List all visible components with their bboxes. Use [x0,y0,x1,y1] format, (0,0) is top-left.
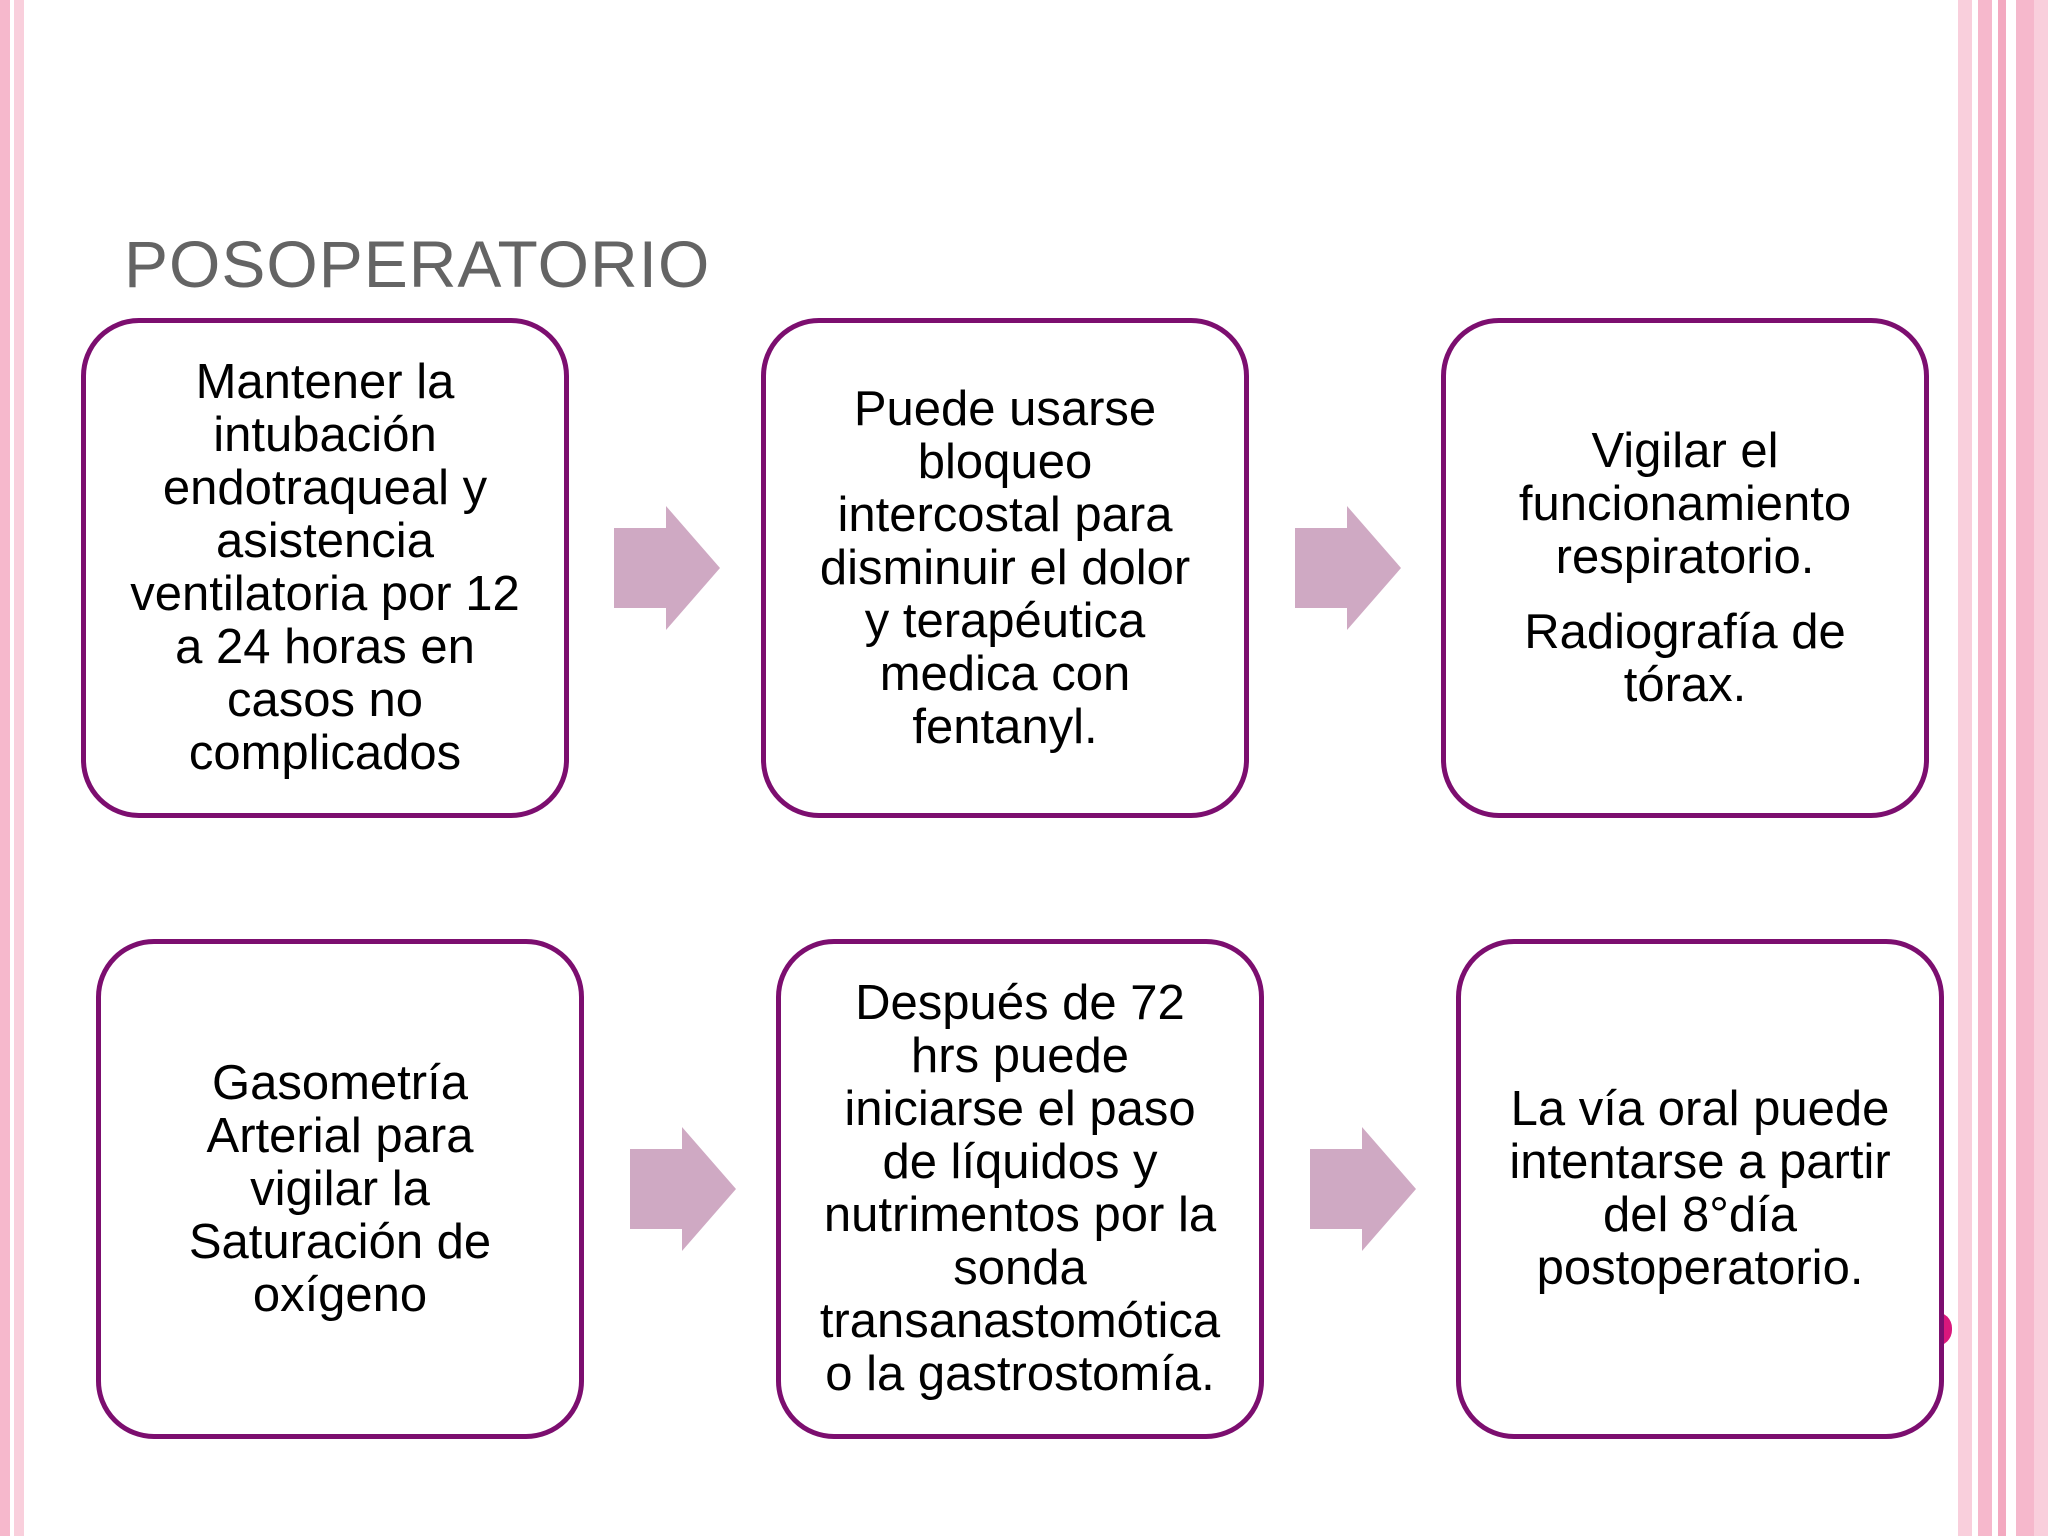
left-border-stripe-light [14,0,24,1536]
box-text-line: y terapéutica [864,593,1146,648]
box-text-line: medica con [879,646,1131,701]
box-text-line: casos no [226,673,424,727]
box-text-line: vigilar la [250,1161,430,1216]
box-text-line: intubación [213,408,437,462]
box-text-line: Saturación de [188,1214,492,1269]
box-text-line: disminuir el dolor [819,540,1191,595]
box-text-line: nutrimentos por la [823,1188,1217,1242]
right-border-stripe [2016,0,2034,1536]
box-text-line: Vigilar el [1591,423,1779,478]
box-text-line: a 24 horas en [175,620,475,674]
box-text-line: Gasometría [212,1055,468,1110]
box-text-line: asistencia [216,514,434,568]
left-border-stripe [0,0,10,1536]
step-box-oral-route [1456,939,1944,1439]
box-text-line: intentarse a partir [1509,1135,1891,1189]
box-text-line: iniciarse el paso [844,1082,1196,1136]
right-border-stripe-dark [1998,0,2006,1536]
box-text-line: postoperatorio. [1536,1241,1864,1295]
step-box-intubation [81,318,569,818]
slide-title: POSOPERATORIO [124,227,711,301]
box-text-line: Después de 72 [855,976,1185,1030]
box-text-line: ventilatoria por 12 [130,567,520,621]
box-text-line: transanastomótica [819,1294,1221,1348]
box-text-line: Mantener la [195,355,455,409]
step-box-gasometry [96,939,584,1439]
right-border-gap [2006,0,2016,1536]
box-text-line: o la gastrostomía. [825,1347,1215,1401]
box-text-line: fentanyl. [912,699,1098,754]
step-box-analgesia [761,318,1249,818]
box-text-line: Radiografía de [1524,604,1846,659]
box-text-line: Arterial para [206,1108,474,1163]
box-text-line: intercostal para [837,487,1173,542]
right-arrow-icon [1310,1127,1416,1251]
box-paragraph [1519,425,1851,584]
box-text-line: La vía oral puede [1510,1082,1890,1136]
box-text-line: endotraqueal y [162,461,488,515]
box-paragraph [1524,606,1845,712]
box-text-line: tórax. [1623,657,1747,712]
step-box-nutrition [776,939,1264,1439]
right-arrow-icon [614,506,720,630]
box-text-line: sonda [953,1241,1087,1295]
box-text-line: complicados [188,726,462,780]
box-text-line: del 8°día [1603,1188,1797,1242]
box-text-line: hrs puede [911,1029,1129,1083]
box-text-line: bloqueo [917,434,1093,489]
right-arrow-icon [1295,506,1401,630]
box-text-line: respiratorio. [1555,529,1815,584]
box-text-line: de líquidos y [882,1135,1158,1189]
box-text-line: oxígeno [252,1267,428,1322]
right-arrow-icon [630,1127,736,1251]
box-text-line: Puede usarse [853,381,1157,436]
right-border-stripe [1958,0,1972,1536]
right-border-stripe [1978,0,1992,1536]
step-box-respiratory [1441,318,1929,818]
box-text-line: funcionamiento [1518,476,1852,531]
right-border-stripe-light [2034,0,2048,1536]
